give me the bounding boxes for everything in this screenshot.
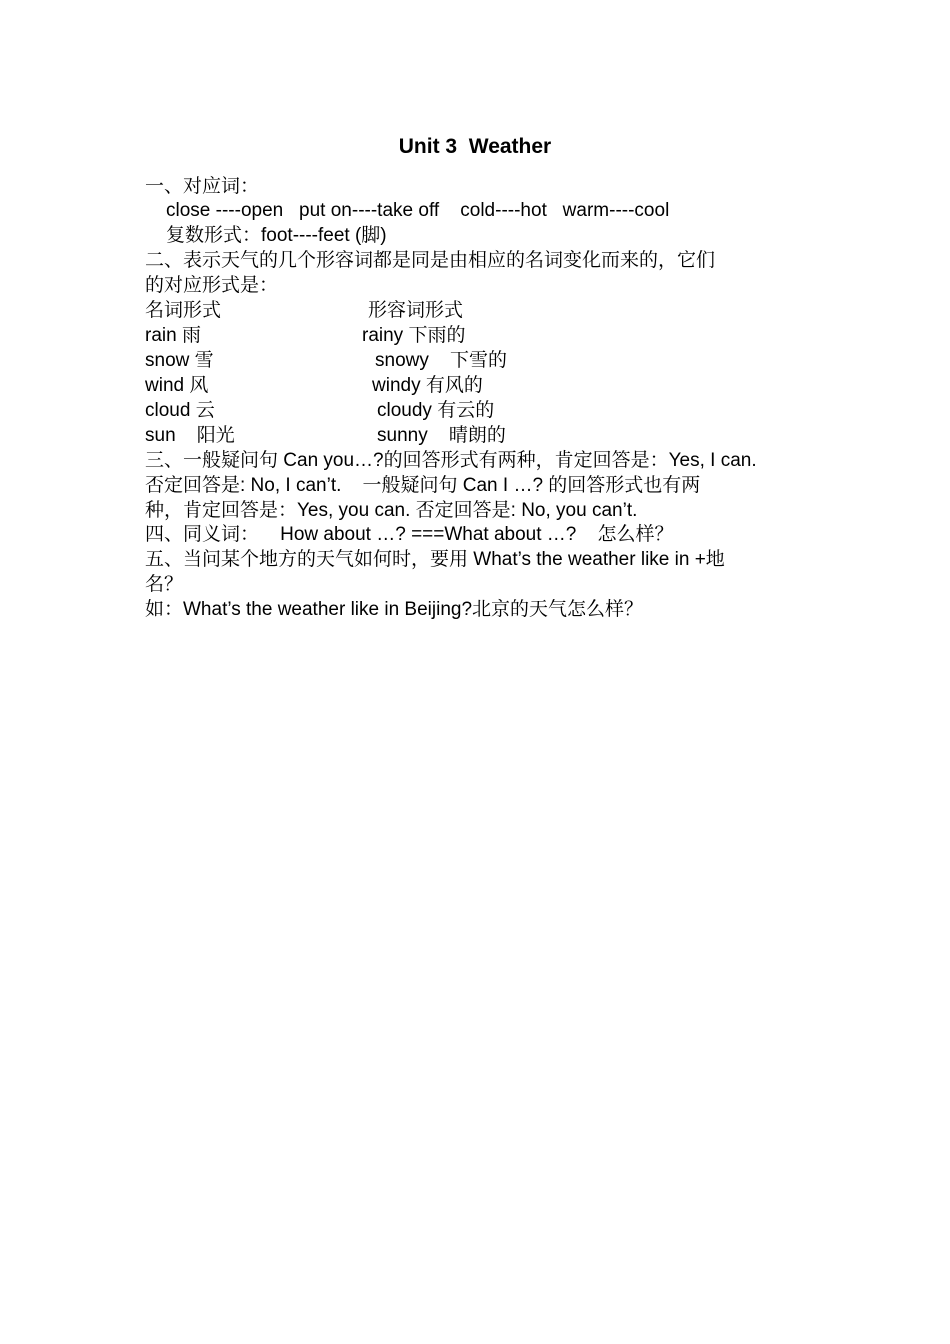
table-header-noun: 名词形式 [145,300,222,321]
table-row-adj: windy 有风的 [372,375,483,396]
section1-plural: 复数形式：foot----feet (脚) [166,225,387,246]
section3-line2: 否定回答是: No, I can’t. 一般疑问句 Can I …? 的回答形式也有两 [145,475,701,496]
section2-line2: 的对应形式是： [145,275,279,296]
section5-example: 如：What’s the weather like in Beijing?北京的天气怎么样？ [145,599,644,620]
table-header-adj: 形容词形式 [368,300,464,321]
table-row-adj: rainy 下雨的 [362,325,466,346]
section2-line1: 二、表示天气的几个形容词都是同是由相应的名词变化而来的，它们 [145,250,716,271]
section1-heading: 一、对应词： [145,176,260,197]
section5-line2: 名？ [145,574,184,595]
section1-pairs: close ----open put on----take off cold----hot warm----cool [166,200,670,221]
section3-line3: 种，肯定回答是：Yes, you can. 否定回答是: No, you can’t. [145,500,638,521]
table-row-noun: cloud 云 [145,400,215,421]
page-title: Unit 3 Weather [398,135,552,158]
table-row-noun: wind 风 [145,375,209,396]
table-row-noun: snow 雪 [145,350,214,371]
table-row-noun: sun 阳光 [145,425,235,446]
table-row-adj: sunny 晴朗的 [377,425,506,446]
table-row-adj: cloudy 有云的 [377,400,495,421]
table-row-adj: snowy 下雪的 [375,350,507,371]
section3-line1: 三、一般疑问句 Can you…?的回答形式有两种，肯定回答是：Yes, I can. [145,450,757,471]
section5-line1: 五、当问某个地方的天气如何时，要用 What’s the weather like in +地 [145,549,725,570]
section4-line1: 四、同义词： How about …? ===What about …? 怎么样？ [145,524,674,545]
table-row-noun: rain 雨 [145,325,201,346]
